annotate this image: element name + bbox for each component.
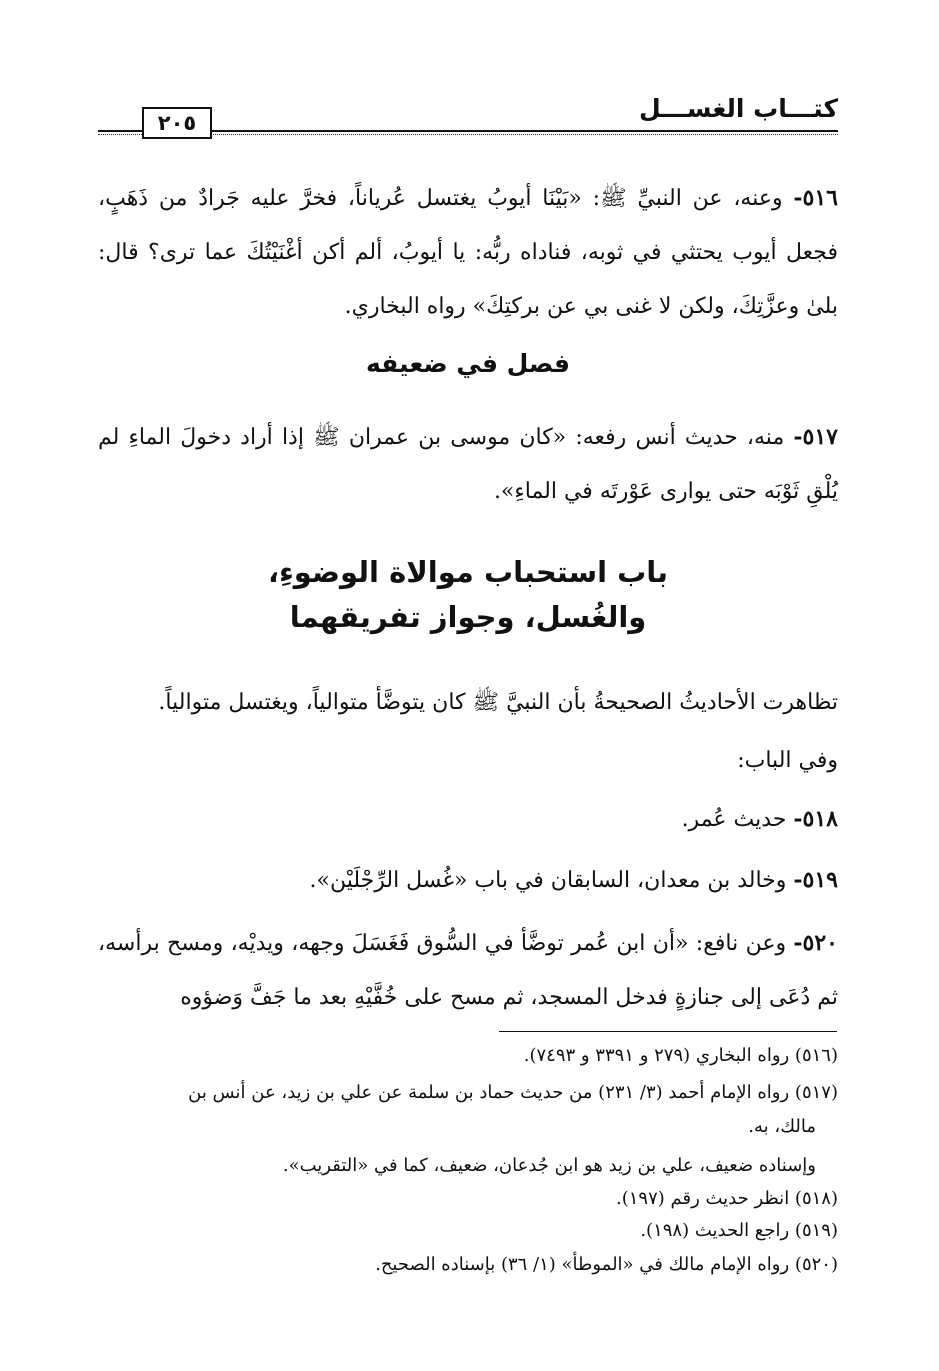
hadith-number: ٥١٦- [793, 185, 838, 211]
footnote-518: (٥١٨) انظر حديث رقم (١٩٧). [616, 1188, 838, 1209]
hadith-517 [98, 410, 838, 519]
footnote-517-line-2: مالك، به. [748, 1116, 816, 1137]
footnote-517-line-1: (٥١٧) رواه الإمام أحمد (٣/ ٢٣١) من حديث حماد بن سلمة عن علي بن زيد، عن أنس بن [188, 1082, 838, 1103]
chapter-title-line-2: والغُسل، وجواز تفريقهما [289, 600, 647, 634]
hadith-number: ٥١٧- [793, 424, 838, 450]
hadith-516 [98, 171, 838, 334]
hadith-519 [98, 853, 838, 908]
chapter-title-line-1: باب استحباب موالاة الوضوءِ، [267, 555, 669, 589]
hadith-number: ٥٢٠- [793, 930, 838, 956]
running-header [98, 92, 838, 140]
book-title: كتـــاب الغســـل [638, 94, 838, 123]
footnote-516: (٥١٦) رواه البخاري (٢٧٩ و ٣٣٩١ و ٧٤٩٣). [523, 1045, 838, 1066]
hadith-text: حديث عُمر. [681, 807, 787, 832]
in-chapter-label: وفي الباب: [737, 748, 838, 773]
hadith-number: ٥١٨- [793, 806, 838, 832]
hadith-text: وخالد بن معدان، السابقان في باب «غُسل الرِّجْلَيْن». [309, 868, 787, 893]
hadith-text: منه، حديث أنس رفعه: «كان موسى بن عمران ﷺ إذا أراد دخولَ الماءِ لم يُلْقِ ثَوْبَه حتى يوارى عَوْرتَه في الماءِ». [98, 425, 838, 504]
hadith-518 [98, 792, 838, 847]
chapter-intro: تظاهرت الأحاديثُ الصحيحةُ بأن النبيَّ ﷺ كان يتوضَّأ متوالياً، ويغتسل متوالياً. [158, 690, 838, 715]
footnote-separator [499, 1031, 837, 1032]
section-heading: فصل في ضعيفه [365, 349, 571, 378]
hadith-text: وعن نافع: «أن ابن عُمر توضَّأ في السُّوق فَغَسَلَ وجهه، ويديْه، ومسح برأسه، ثم دُعَى إلى جنازةٍ فدخل المسجد، ثم مسح على خُفَّيْهِ بعد ما جَفَّ وَضؤوه [98, 931, 838, 1010]
footnote-517-note: وإسناده ضعيف، علي بن زيد هو ابن جُدعان، ضعيف، كما في «التقريب». [282, 1155, 816, 1176]
hadith-text: وعنه، عن النبيِّ ﷺ: «بَيْنَا أيوبُ يغتسل عُرياناً، فخرَّ عليه جَرادٌ من ذَهَبٍ، فجعل أيوب يحتثي في ثوبه، فناداه ربُّه: يا أيوبُ، ألم أكن أغْنَيْتُكَ عما ترى؟ قال: بلىٰ وعزَّتِكَ، ولكن لا غنى بي عن بركتِكَ» رواه البخاري. [98, 186, 838, 319]
footnote-519: (٥١٩) راجع الحديث (١٩٨). [640, 1220, 838, 1241]
page-number: ٢٠٥ [142, 107, 212, 139]
hadith-520 [98, 916, 838, 1025]
hadith-number: ٥١٩- [793, 867, 838, 893]
footnote-520: (٥٢٠) رواه الإمام مالك في «الموطأ» (١/ ٣٦) بإسناده الصحيح. [375, 1254, 838, 1275]
